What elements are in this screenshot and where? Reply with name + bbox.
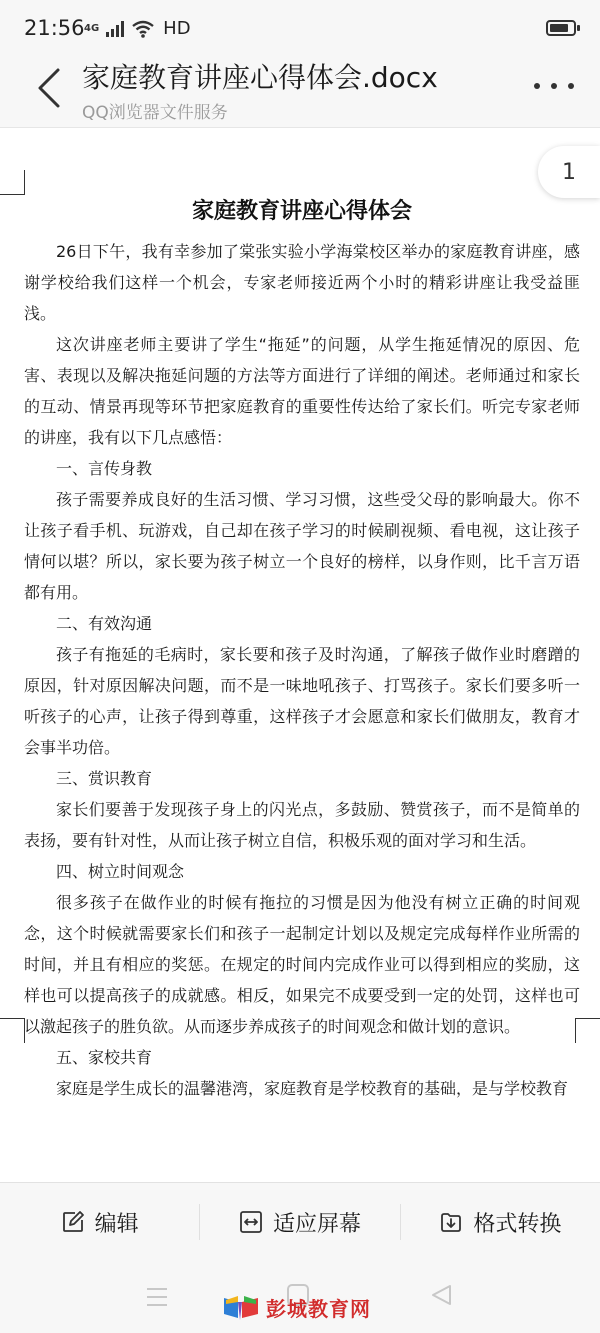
menu-icon [147, 1288, 167, 1290]
paragraph: 孩子需要养成良好的生活习惯、学习习惯，这些受父母的影响最大。你不让孩子看手机、玩游戏，自己却在孩子学习的时候刷视频、看电视，这让孩子情何以堪？所以，家长要为孩子树立一个良好的榜样，以身作则，比千言万语都有用。 [24, 490, 580, 602]
back-button[interactable] [32, 64, 72, 112]
watermark-text: 彭城教育网 [266, 1297, 371, 1321]
format-convert-icon [439, 1210, 463, 1234]
signal-icon [105, 21, 125, 37]
chevron-left-icon [32, 64, 72, 112]
section-heading: 三、赏识教育 [56, 769, 153, 788]
paragraph: 家庭是学生成长的温馨港湾，家庭教育是学校教育的基础，是与学校教育 [56, 1079, 569, 1098]
bottom-toolbar [0, 1182, 600, 1261]
wifi-icon [131, 20, 155, 38]
battery-level [550, 24, 568, 32]
document-body [24, 194, 580, 1104]
section-heading: 四、树立时间观念 [56, 862, 185, 881]
document-viewer[interactable] [0, 127, 600, 1183]
more-button[interactable] [534, 76, 574, 96]
page-corner-mark [0, 1018, 25, 1043]
edit-icon [61, 1210, 85, 1234]
network-type-label: 4G [84, 23, 100, 34]
format-convert-button[interactable] [401, 1183, 600, 1261]
fit-screen-button[interactable] [200, 1183, 399, 1261]
service-subtitle: QQ浏览器文件服务 [82, 103, 228, 123]
section-heading: 五、家校共育 [56, 1048, 153, 1067]
watermark [222, 1293, 371, 1322]
battery-icon [546, 20, 576, 36]
recent-apps-button[interactable] [147, 1288, 167, 1312]
fit-screen-label: 适应屏幕 [272, 1211, 361, 1237]
paragraph: 很多孩子在做作业的时候有拖拉的习惯是因为他没有树立正确的时间观念，这个时候就需要家长们和孩子一起制定计划以及规定完成每样作业所需的时间，并且有相应的奖惩。在规定的时间内完成作业可以得到相应的奖励，这样也可以提高孩子的成就感。相反，如果完不成要受到一定的处罚，这样也可以激起孩子的胜负欲。从而逐步养成孩子的时间观念和做计划的意识。 [24, 893, 580, 1036]
section-heading: 二、有效沟通 [56, 614, 153, 633]
status-icons [84, 18, 191, 39]
paragraph: 家长们要善于发现孩子身上的闪光点，多鼓励、赞赏孩子，而不是简单的表扬，要有针对性，从而让孩子树立自信，积极乐观的面对学习和生活。 [24, 800, 580, 850]
page-number-badge[interactable]: 1 [538, 146, 600, 198]
edit-label: 编辑 [94, 1211, 139, 1237]
paragraph: 孩子有拖延的毛病时，家长要和孩子及时沟通，了解孩子做作业时磨蹭的原因，针对原因解决问题，而不是一味地吼孩子、打骂孩子。家长们要多听一听孩子的心声，让孩子得到尊重，这样孩子才会愿意和家长们做朋友，教育才会事半功倍。 [24, 645, 580, 757]
more-dots-icon [534, 83, 540, 89]
hd-label: HD [163, 18, 191, 39]
edit-button[interactable] [0, 1183, 199, 1261]
page-corner-mark [0, 170, 25, 195]
format-convert-label: 格式转换 [473, 1211, 562, 1237]
paragraph: 26日下午，我有幸参加了棠张实验小学海棠校区举办的家庭教育讲座，感谢学校给我们这样一个机会，专家老师接近两个小时的精彩讲座让我受益匪浅。 [24, 242, 580, 323]
paragraph: 这次讲座老师主要讲了学生“拖延”的问题，从学生拖延情况的原因、危害、表现以及解决拖延问题的方法等方面进行了详细的阐述。老师通过和家长的互动、情景再现等环节把家庭教育的重要性传达给了家长们。听完专家老师的讲座，我有以下几点感悟： [24, 335, 580, 447]
status-time: 21:56 [24, 16, 85, 40]
nav-bar [0, 48, 600, 126]
books-logo-icon [222, 1294, 260, 1322]
document-title: 家庭教育讲座心得体会 [191, 199, 412, 224]
fit-screen-icon [239, 1210, 263, 1234]
system-back-button[interactable] [430, 1284, 452, 1306]
document-filename: 家庭教育讲座心得体会.docx [82, 61, 438, 94]
section-heading: 一、言传身教 [56, 459, 153, 478]
